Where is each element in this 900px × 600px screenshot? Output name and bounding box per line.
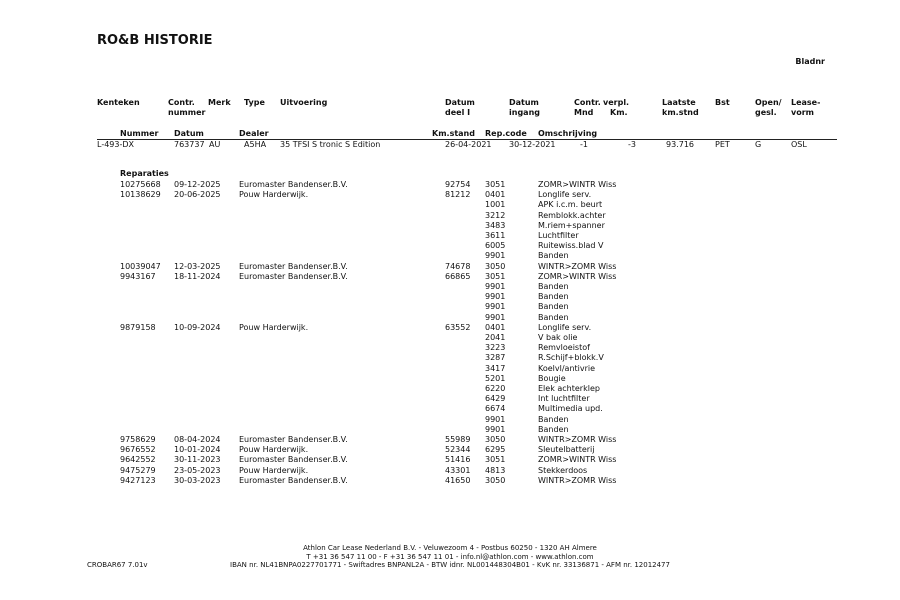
repair-dealer: Pouw Harderwijk.	[239, 322, 309, 332]
table-row	[0, 200, 900, 210]
repair-omschrijving: Longlife serv.	[538, 322, 592, 332]
repair-datum: 23-05-2023	[174, 465, 221, 475]
repair-omschrijving: R.Schijf+blokk.V	[538, 353, 604, 363]
repair-datum: 08-04-2024	[174, 435, 221, 444]
repair-km-stand: 92754	[445, 180, 471, 189]
page-title: RO&B HISTORIE	[97, 33, 213, 48]
header-uitvoering: Uitvoering	[280, 98, 328, 107]
repair-omschrijving: WINTR>ZOMR Wiss	[538, 475, 617, 485]
repair-dealer: Pouw Harderwijk.	[239, 445, 309, 455]
repair-code: 3050	[485, 475, 506, 485]
table-row	[0, 466, 900, 476]
repair-dealer: Euromaster Bandenser.B.V.	[239, 180, 348, 189]
repair-km-stand: 41650	[445, 475, 471, 485]
repair-omschrijving: WINTR>ZOMR Wiss	[538, 435, 617, 444]
repair-code: 9901	[485, 282, 506, 291]
repair-omschrijving: ZOMR>WINTR Wiss	[538, 180, 617, 189]
header-datum-deel-line1: Datum	[445, 98, 475, 107]
repair-datum: 10-09-2024	[174, 322, 221, 332]
header-merk: Merk	[208, 98, 231, 107]
repair-km-stand: 52344	[445, 445, 471, 455]
repair-nummer: 9676552	[120, 445, 156, 455]
repair-omschrijving: Banden	[538, 312, 569, 322]
repair-km-stand: 81212	[445, 190, 471, 200]
repair-nummer: 9758629	[120, 435, 156, 444]
repair-omschrijving: ZOMR>WINTR Wiss	[538, 455, 617, 465]
table-row	[0, 211, 900, 221]
header-verpl-km-line1: verpl.	[603, 98, 630, 107]
repair-code: 9901	[485, 424, 506, 434]
repair-omschrijving: Banden	[538, 302, 569, 312]
repair-omschrijving: Sleutelbatterij	[538, 445, 595, 455]
header-open-gesl-line2: gesl.	[755, 108, 777, 117]
repair-omschrijving: Bougie	[538, 373, 566, 383]
repair-km-stand: 43301	[445, 465, 471, 475]
repair-datum: 10-01-2024	[174, 445, 221, 455]
header-verpl-km-line2: Km.	[610, 108, 628, 117]
footer-address: Athlon Car Lease Nederland B.V. - Veluwezoom 4 - Postbus 60250 - 1320 AH Almere	[303, 544, 597, 552]
repair-code: 6220	[485, 384, 506, 393]
table-row	[0, 425, 900, 435]
table-row	[0, 251, 900, 261]
table-row	[0, 231, 900, 241]
table-row	[0, 404, 900, 414]
table-row	[0, 415, 900, 425]
vehicle-type: A5HA	[244, 140, 267, 149]
footer-form-code: CROBAR67 7.01v	[87, 561, 148, 569]
repair-nummer: 9642552	[120, 455, 156, 465]
repair-omschrijving: Banden	[538, 251, 569, 261]
table-row	[0, 262, 900, 272]
footer-contact: T +31 36 547 11 00 - F +31 36 547 11 01 - info.nl@athlon.com - www.athlon.com	[306, 553, 594, 561]
repair-km-stand: 66865	[445, 271, 471, 281]
repair-code: 3050	[485, 261, 506, 271]
vehicle-bst: PET	[715, 140, 730, 149]
table-row	[0, 323, 900, 333]
repair-code: 6295	[485, 445, 506, 455]
repair-code: 6429	[485, 394, 506, 404]
repair-code: 6005	[485, 241, 506, 251]
table-row	[0, 241, 900, 251]
vehicle-lease-vorm: OSL	[791, 140, 807, 149]
repair-omschrijving: Int luchtfilter	[538, 394, 590, 404]
repair-dealer: Euromaster Bandenser.B.V.	[239, 261, 348, 271]
repair-datum: 09-12-2025	[174, 180, 221, 189]
header-datum-ingang-line1: Datum	[509, 98, 539, 107]
repair-datum: 18-11-2024	[174, 271, 221, 281]
page-number-label: Bladnr	[795, 57, 825, 66]
header-contr-mnd-line1: Contr.	[574, 98, 601, 107]
repair-datum: 12-03-2025	[174, 261, 221, 271]
repair-code: 3212	[485, 210, 506, 220]
header-contr-nummer-line2: nummer	[168, 108, 206, 117]
header-type: Type	[244, 98, 265, 107]
repair-omschrijving: Multimedia upd.	[538, 404, 603, 414]
table-row	[0, 333, 900, 343]
repair-omschrijving: Remvloeistof	[538, 343, 590, 353]
header-nummer: Nummer	[120, 129, 159, 138]
header-omschrijving: Omschrijving	[538, 129, 598, 138]
repair-code: 1001	[485, 200, 506, 210]
table-row	[0, 302, 900, 312]
repair-code: 3483	[485, 220, 506, 230]
repair-datum: 30-03-2023	[174, 475, 221, 485]
repair-km-stand: 63552	[445, 322, 471, 332]
table-row	[0, 221, 900, 231]
repair-code: 3051	[485, 180, 506, 189]
repair-km-stand: 51416	[445, 455, 471, 465]
repair-nummer: 9943167	[120, 271, 156, 281]
table-row	[0, 476, 900, 486]
table-row	[0, 313, 900, 323]
header-contr-mnd-line2: Mnd	[574, 108, 594, 117]
repair-nummer: 9427123	[120, 475, 156, 485]
vehicle-laatste-km: 93.716	[666, 140, 694, 149]
repair-code: 2041	[485, 333, 506, 342]
table-row	[0, 343, 900, 353]
table-row	[0, 282, 900, 292]
table-row	[0, 353, 900, 363]
repair-code: 0401	[485, 322, 506, 332]
repair-code: 3051	[485, 271, 506, 281]
repair-code: 3417	[485, 363, 506, 373]
repair-dealer: Pouw Harderwijk.	[239, 190, 309, 200]
repair-omschrijving: Luchtfilter	[538, 231, 579, 240]
repair-omschrijving: Elek achterklep	[538, 384, 600, 393]
table-row	[0, 272, 900, 282]
header-open-gesl-line1: Open/	[755, 98, 782, 107]
repair-code: 3611	[485, 231, 506, 240]
repair-omschrijving: ZOMR>WINTR Wiss	[538, 271, 617, 281]
table-row	[0, 455, 900, 465]
header-lease-vorm-line2: vorm	[791, 108, 814, 117]
repair-dealer: Euromaster Bandenser.B.V.	[239, 435, 348, 444]
repair-code: 9901	[485, 414, 506, 424]
repair-nummer: 10039047	[120, 261, 161, 271]
repair-nummer: 10138629	[120, 190, 161, 200]
vehicle-datum-deel: 26-04-2021	[445, 140, 492, 149]
vehicle-verpl-km: -3	[628, 140, 636, 149]
repair-omschrijving: APK i.c.m. beurt	[538, 200, 603, 210]
table-row	[0, 364, 900, 374]
header-datum-ingang-line2: ingang	[509, 108, 540, 117]
repair-dealer: Pouw Harderwijk.	[239, 465, 309, 475]
table-row	[0, 435, 900, 445]
header-dealer: Dealer	[239, 129, 269, 138]
vehicle-contr-mnd: -1	[580, 140, 588, 149]
repair-omschrijving: Stekkerdoos	[538, 465, 588, 475]
table-row	[0, 180, 900, 190]
vehicle-kenteken: L-493-DX	[97, 140, 134, 149]
repair-code: 3051	[485, 455, 506, 465]
vehicle-uitvoering: 35 TFSI S tronic S Edition	[280, 140, 381, 149]
repair-omschrijving: Longlife serv.	[538, 190, 592, 200]
table-row	[0, 292, 900, 302]
repair-omschrijving: V bak olie	[538, 333, 578, 342]
repair-code: 0401	[485, 190, 506, 200]
repair-nummer: 9879158	[120, 322, 156, 332]
repair-omschrijving: WINTR>ZOMR Wiss	[538, 261, 617, 271]
repair-code: 3287	[485, 353, 506, 363]
footer-bank: IBAN nr. NL41BNPA0227701771 - Swiftadres BNPANL2A - BTW idnr. NL001448304B01 - KvK nr. 33136871 - AFM nr. 12012477	[230, 561, 670, 569]
header-km-stand: Km.stand	[432, 129, 475, 138]
table-row	[0, 374, 900, 384]
table-row	[0, 384, 900, 394]
repair-omschrijving: M.riem+spanner	[538, 220, 605, 230]
section-title-reparaties: Reparaties	[120, 169, 169, 178]
vehicle-open-gesl: G	[755, 140, 762, 149]
repair-omschrijving: Banden	[538, 414, 569, 424]
repair-code: 5201	[485, 373, 506, 383]
header-contr-nummer-line1: Contr.	[168, 98, 195, 107]
repair-datum: 20-06-2025	[174, 190, 221, 200]
repair-code: 9901	[485, 251, 506, 261]
table-row	[0, 394, 900, 404]
table-row	[0, 445, 900, 455]
repair-dealer: Euromaster Bandenser.B.V.	[239, 271, 348, 281]
repair-code: 9901	[485, 312, 506, 322]
repair-omschrijving: Banden	[538, 292, 569, 302]
repair-code: 9901	[485, 292, 506, 302]
repair-code: 4813	[485, 465, 506, 475]
repair-nummer: 9475279	[120, 465, 156, 475]
repair-omschrijving: Ruitewiss.blad V	[538, 241, 604, 251]
header-bst: Bst	[715, 98, 730, 107]
table-row	[0, 190, 900, 200]
repair-code: 3050	[485, 435, 506, 444]
vehicle-contract: 763737	[174, 140, 205, 149]
header-kenteken: Kenteken	[97, 98, 140, 107]
repair-dealer: Euromaster Bandenser.B.V.	[239, 455, 348, 465]
repair-dealer: Euromaster Bandenser.B.V.	[239, 475, 348, 485]
header-lease-vorm-line1: Lease-	[791, 98, 821, 107]
header-datum: Datum	[174, 129, 204, 138]
vehicle-datum-ingang: 30-12-2021	[509, 140, 556, 149]
header-laatste-line1: Laatste	[662, 98, 696, 107]
repair-nummer: 10275668	[120, 180, 161, 189]
repair-omschrijving: Banden	[538, 282, 569, 291]
repair-omschrijving: Koelvl/antivrie	[538, 363, 596, 373]
repair-datum: 30-11-2023	[174, 455, 221, 465]
vehicle-merk: AU	[209, 140, 221, 149]
repair-code: 3223	[485, 343, 506, 353]
repair-km-stand: 55989	[445, 435, 471, 444]
repair-code: 9901	[485, 302, 506, 312]
header-laatste-line2: km.stnd	[662, 108, 699, 117]
repair-omschrijving: Remblokk.achter	[538, 210, 606, 220]
repair-code: 6674	[485, 404, 506, 414]
repair-km-stand: 74678	[445, 261, 471, 271]
repair-omschrijving: Banden	[538, 424, 569, 434]
header-datum-deel-line2: deel I	[445, 108, 471, 117]
header-rep-code: Rep.code	[485, 129, 527, 138]
